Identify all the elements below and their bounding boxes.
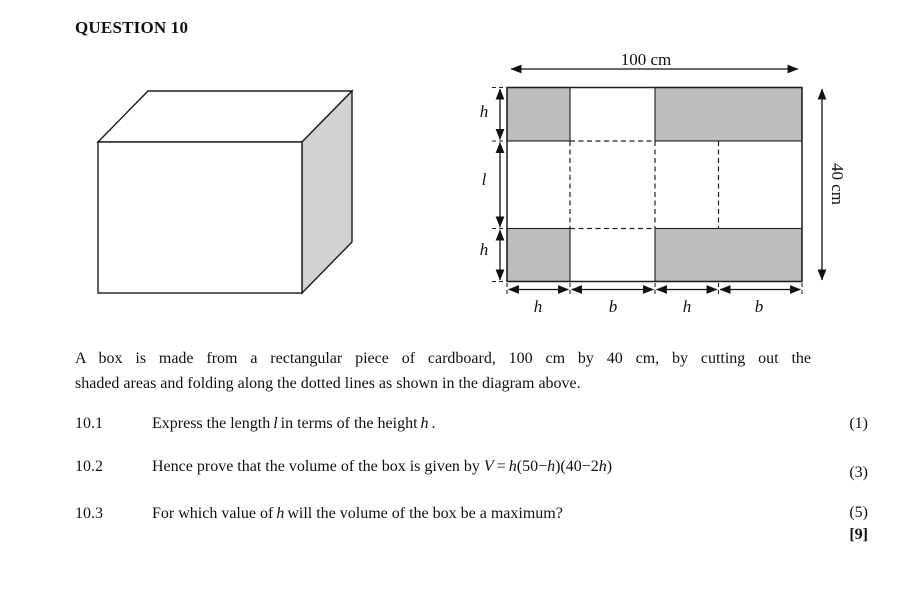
variable-h: h bbox=[420, 415, 429, 432]
problem-statement-line2: shaded areas and folding along the dotted lines as shown in the diagram above. bbox=[75, 374, 581, 392]
row-label-h-bottom: h bbox=[479, 240, 489, 259]
cutout-top-right bbox=[655, 88, 802, 142]
col-label-h2: h bbox=[682, 297, 692, 316]
problem-statement bbox=[75, 347, 811, 396]
variable-h: h bbox=[276, 505, 285, 522]
question-number: 10.1 bbox=[75, 415, 103, 432]
marks-10-1: (1) bbox=[849, 415, 868, 432]
col-label-b1: b bbox=[608, 297, 618, 316]
variable-h: h bbox=[508, 458, 517, 475]
total-marks: [9] bbox=[849, 526, 868, 543]
cutout-bottom-left bbox=[507, 229, 570, 282]
fold-lines bbox=[570, 141, 719, 229]
equals-sign: = bbox=[496, 458, 506, 475]
question-text bbox=[152, 414, 436, 434]
problem-statement-line1: A box is made from a rectangular piece of cardboard, 100 cm by 40 cm, by cutting out the bbox=[75, 350, 811, 367]
width-dim-label: 100 cm bbox=[620, 50, 672, 69]
text-segment: . bbox=[431, 415, 436, 432]
volume-formula bbox=[484, 458, 612, 475]
cardboard-net bbox=[480, 50, 847, 316]
marks-10-2: (3) bbox=[849, 464, 868, 481]
box-3d bbox=[98, 91, 352, 293]
formula-segment: )(40−2 bbox=[555, 458, 599, 475]
cutout-top-left bbox=[507, 88, 570, 142]
variable-h: h bbox=[598, 458, 607, 475]
formula-segment: ) bbox=[606, 458, 613, 475]
question-title: QUESTION 10 bbox=[75, 18, 189, 37]
question-number: 10.3 bbox=[75, 505, 103, 522]
marks-10-3: (5) bbox=[849, 504, 868, 521]
variable-h: h bbox=[547, 458, 556, 475]
height-dim-label: 40 cm bbox=[828, 162, 847, 206]
col-label-b2: b bbox=[754, 297, 764, 316]
text-segment: Express the length bbox=[152, 415, 271, 432]
row-label-l: l bbox=[481, 170, 487, 189]
variable-l: l bbox=[273, 415, 278, 432]
box-front-face bbox=[98, 142, 302, 293]
text-segment: Hence prove that the volume of the box is given by bbox=[152, 458, 480, 475]
col-label-h1: h bbox=[533, 297, 543, 316]
question-text bbox=[152, 504, 563, 524]
cutout-bottom-right bbox=[655, 229, 802, 282]
formula-segment: (50− bbox=[516, 458, 548, 475]
question-number: 10.2 bbox=[75, 458, 103, 475]
row-label-h-top: h bbox=[479, 102, 489, 121]
question-text bbox=[152, 457, 612, 477]
text-segment: For which value of bbox=[152, 505, 274, 522]
text-segment: in terms of the height bbox=[280, 415, 418, 432]
variable-V: V bbox=[483, 458, 494, 475]
text-segment: will the volume of the box be a maximum? bbox=[287, 505, 563, 522]
